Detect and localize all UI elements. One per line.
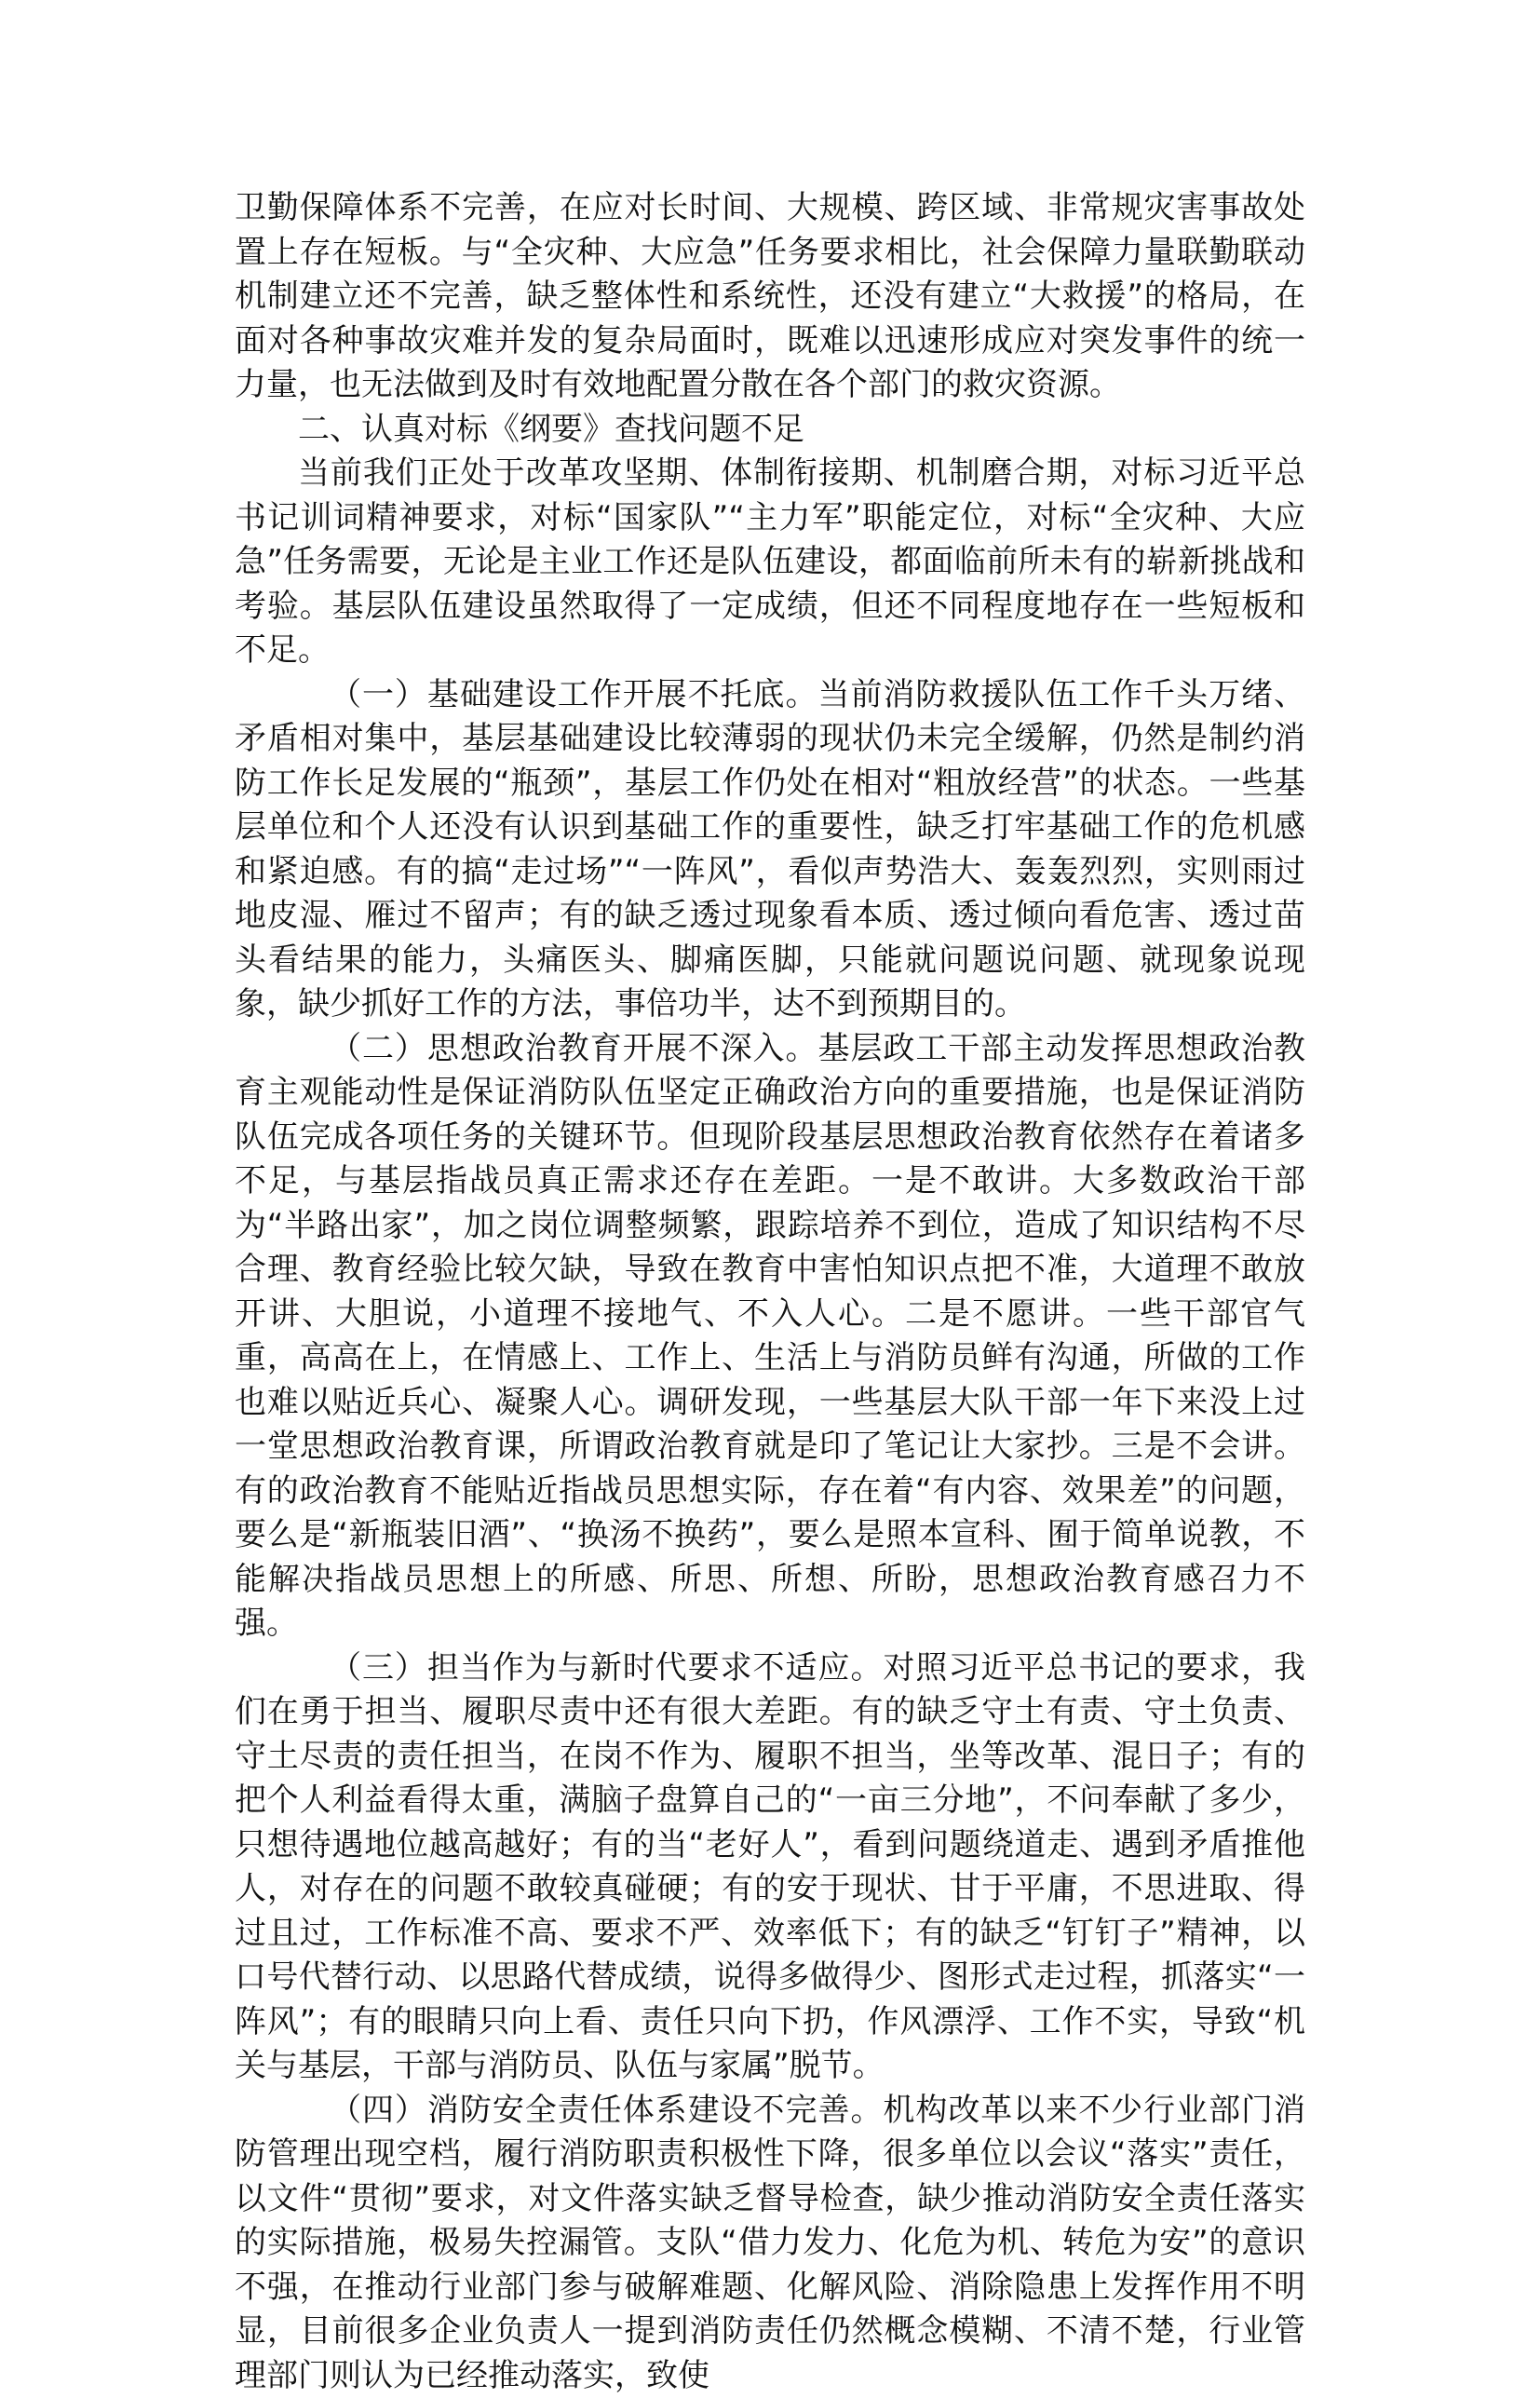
paragraph-item-3: （三）担当作为与新时代要求不适应。对照习近平总书记的要求，我们在勇于担当、履职尽责中还有很大差距。有的缺乏守土有责、守土负责、守土尽责的责任担当，在岗不作为、履职不担当，坐等改革、混日子；有的把个人利益看得太重，满脑子盘算自己的“一亩三分地”，不问奉献了多少，只想待遇地位越高越好；有的当“老好人”，看到问题绕道走、遇到矛盾推他人，对存在的问题不敢较真碰硬；有的安于现状、甘于平庸，不思进取、得过且过，工作标准不高、要求不严、效率低下；有的缺乏“钉钉子”精神，以口号代替行动、以思路代替成绩，说得多做得少、图形式走过程，抓落实“一阵风”；有的眼睛只向上看、责任只向下扔，作风漂浮、工作不实，导致“机关与基层，干部与消防员、队伍与家属”脱节。	[235, 1646, 1305, 2089]
document-page	[235, 186, 1305, 2398]
paragraph-item-2: （二）思想政治教育开展不深入。基层政工干部主动发挥思想政治教育主观能动性是保证消防队伍坚定正确政治方向的重要措施，也是保证消防队伍完成各项任务的关键环节。但现阶段基层思想政治教育依然存在着诸多不足，与基层指战员真正需求还存在差距。一是不敢讲。大多数政治干部为“半路出家”，加之岗位调整频繁，跟踪培养不到位，造成了知识结构不尽合理、教育经验比较欠缺，导致在教育中害怕知识点把不准，大道理不敢放开讲、大胆说，小道理不接地气、不入人心。二是不愿讲。一些干部官气重，高高在上，在情感上、工作上、生活上与消防员鲜有沟通，所做的工作也难以贴近兵心、凝聚人心。调研发现，一些基层大队干部一年下来没上过一堂思想政治教育课，所谓政治教育就是印了笔记让大家抄。三是不会讲。有的政治教育不能贴近指战员思想实际，存在着“有内容、效果差”的问题，要么是“新瓶装旧酒”、“换汤不换药”，要么是照本宣科、囿于简单说教，不能解决指战员思想上的所感、所思、所想、所盼，思想政治教育感召力不强。	[235, 1027, 1305, 1646]
paragraph-continuation: 卫勤保障体系不完善，在应对长时间、大规模、跨区域、非常规灾害事故处置上存在短板。与“全灾种、大应急”任务要求相比，社会保障力量联勤联动机制建立还不完善，缺乏整体性和系统性，还没有建立“大救援”的格局，在面对各种事故灾难并发的复杂局面时，既难以迅速形成应对突发事件的统一力量，也无法做到及时有效地配置分散在各个部门的救灾资源。	[235, 186, 1305, 408]
section-heading: 二、认真对标《纲要》查找问题不足	[235, 408, 1305, 453]
paragraph-intro: 当前我们正处于改革攻坚期、体制衔接期、机制磨合期，对标习近平总书记训词精神要求，对标“国家队”“主力军”职能定位，对标“全灾种、大应急”任务需要，无论是主业工作还是队伍建设，都面临前所未有的崭新挑战和考验。基层队伍建设虽然取得了一定成绩，但还不同程度地存在一些短板和不足。	[235, 452, 1305, 673]
paragraph-item-4: （四）消防安全责任体系建设不完善。机构改革以来不少行业部门消防管理出现空档，履行消防职责积极性下降，很多单位以会议“落实”责任，以文件“贯彻”要求，对文件落实缺乏督导检查，缺少推动消防安全责任落实的实际措施，极易失控漏管。支队“借力发力、化危为机、转危为安”的意识不强，在推动行业部门参与破解难题、化解风险、消除隐患上发挥作用不明显，目前很多企业负责人一提到消防责任仍然概念模糊、不清不楚，行业管理部门则认为已经推动落实，致使	[235, 2089, 1305, 2398]
paragraph-item-1: （一）基础建设工作开展不托底。当前消防救援队伍工作千头万绪、矛盾相对集中，基层基础建设比较薄弱的现状仍未完全缓解，仍然是制约消防工作长足发展的“瓶颈”，基层工作仍处在相对“粗放经营”的状态。一些基层单位和个人还没有认识到基础工作的重要性，缺乏打牢基础工作的危机感和紧迫感。有的搞“走过场”“一阵风”，看似声势浩大、轰轰烈烈，实则雨过地皮湿、雁过不留声；有的缺乏透过现象看本质、透过倾向看危害、透过苗头看结果的能力，头痛医头、脚痛医脚，只能就问题说问题、就现象说现象，缺少抓好工作的方法，事倍功半，达不到预期目的。	[235, 673, 1305, 1027]
